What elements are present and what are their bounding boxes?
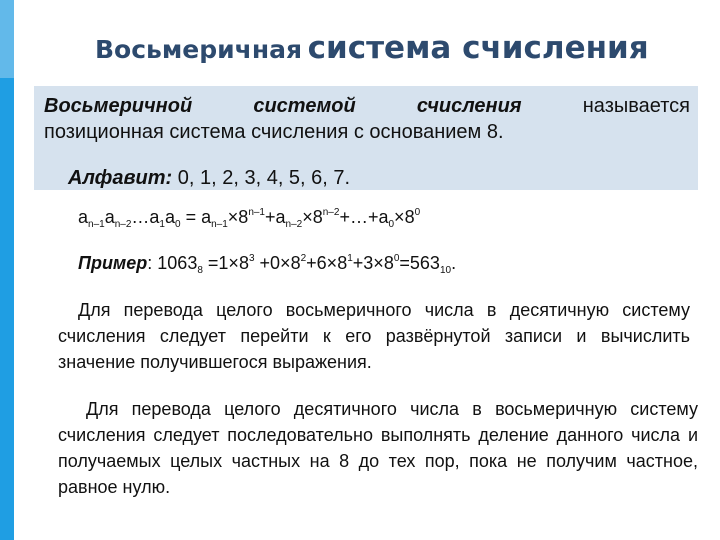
times-sign: × <box>228 253 239 273</box>
alphabet-label: Алфавит: <box>68 167 173 189</box>
paragraph-decimal-to-octal: Для перевода целого десятичного числа в восьмеричную систему счисления следует последовательно выполнять деление данного числа и получаемых целых частных на 8 до тех пор, пока не получим частное, равное нулю. <box>58 399 698 497</box>
example-result: 563 <box>409 253 440 273</box>
formula-digit-index: 0 <box>175 219 181 230</box>
left-accent-bar-top <box>0 0 14 78</box>
formula-digit-index: n–2 <box>285 219 303 230</box>
formula-digit: a <box>201 207 212 227</box>
example-join: + <box>306 253 317 273</box>
example-eq: = <box>202 253 219 273</box>
example-colon: : <box>147 253 158 273</box>
definition-term: Восьмеричной системой счисления <box>44 95 522 117</box>
slide-title <box>95 30 649 66</box>
formula-plus: +…+ <box>339 207 379 227</box>
left-accent-bar <box>0 0 14 540</box>
formula-digit-index: n–1 <box>88 219 105 230</box>
formula-exponent: n–1 <box>248 207 265 218</box>
definition-line1 <box>44 94 690 118</box>
times-sign: × <box>326 253 338 273</box>
title-part2: система счисления <box>307 30 649 66</box>
example-join: = <box>399 253 410 273</box>
formula-digit-index: 1 <box>159 219 165 230</box>
example-digit: 1 <box>218 253 229 273</box>
formula-exponent: 0 <box>414 207 421 218</box>
example-join: + <box>254 253 271 273</box>
example-exponent: 2 <box>300 253 307 264</box>
formula-plus: + <box>265 207 276 227</box>
formula-digit: a <box>275 207 286 227</box>
times-sign: × <box>373 253 384 273</box>
example-number-base: 8 <box>197 265 203 276</box>
example-base: 8 <box>383 253 394 273</box>
example-exponent: 0 <box>393 253 400 264</box>
definition-rest: называется <box>582 95 690 117</box>
formula-base: 8 <box>404 207 415 227</box>
formula-base: 8 <box>312 207 323 227</box>
formula-digit-index: 0 <box>388 219 395 230</box>
example-exponent: 1 <box>347 253 353 264</box>
example-terms <box>218 253 410 273</box>
formula-base: 8 <box>238 207 249 227</box>
times-sign: × <box>394 207 405 227</box>
example-end: . <box>451 253 457 273</box>
formula-digit-index: n–2 <box>114 219 132 230</box>
example-digit: 3 <box>363 253 374 273</box>
example-base: 8 <box>337 253 348 273</box>
formula-exponent: n–2 <box>322 207 340 218</box>
title-part1: Восьмеричная <box>95 35 303 64</box>
example-line <box>78 253 456 274</box>
times-sign: × <box>302 207 313 227</box>
formula-digit: a <box>378 207 389 227</box>
formula-digit: a <box>164 207 175 227</box>
times-sign: × <box>280 253 291 273</box>
example-number: 1063 <box>157 253 198 273</box>
alphabet-value: 0, 1, 2, 3, 4, 5, 6, 7. <box>177 167 351 189</box>
paragraph-octal-to-decimal: Для перевода целого восьмеричного числа в десятичную систему счисления следует перейти к его развёрнутой записи и вычислить значение получившегося выражения. <box>58 300 690 372</box>
example-exponent: 3 <box>248 253 255 264</box>
example-digit: 0 <box>270 253 281 273</box>
formula-digit: a <box>104 207 115 227</box>
expansion-formula <box>78 207 420 228</box>
definition-line2: позиционная система счисления с основанием 8. <box>44 121 504 143</box>
example-result-base: 10 <box>439 265 452 276</box>
formula-digit-index: n–1 <box>211 219 228 230</box>
formula-digit: a <box>78 207 89 227</box>
example-base: 8 <box>238 253 249 273</box>
formula-equals: = <box>180 207 202 227</box>
alphabet-line <box>68 166 350 190</box>
example-base: 8 <box>290 253 301 273</box>
times-sign: × <box>227 207 239 227</box>
formula-digit: …a <box>131 207 160 227</box>
example-join: + <box>352 253 364 273</box>
example-digit: 6 <box>316 253 327 273</box>
example-label: Пример <box>78 253 148 273</box>
